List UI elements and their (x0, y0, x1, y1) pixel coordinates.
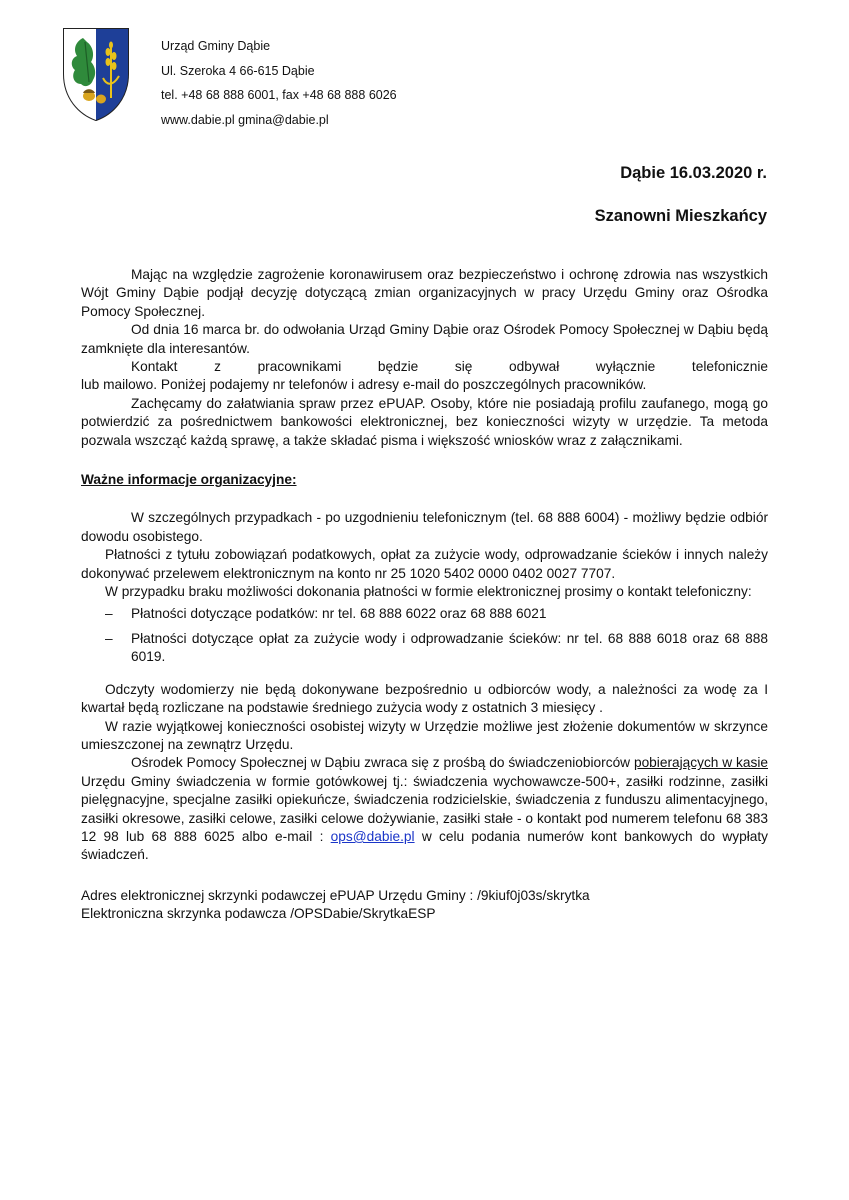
office-address: Ul. Szeroka 4 66-615 Dąbie (161, 63, 315, 78)
footer-epuap-address: Adres elektronicznej skrzynki podawczej ePUAP Urzędu Gminy : /9kiuf0j03s/skrytka (81, 887, 590, 903)
payment-contacts-list (81, 605, 768, 667)
info-document-box: W razie wyjątkowej konieczności osobistej wizyty w Urzędzie możliwe jest złożenie dokumentów w skrzynce umieszczonej na zewnątrz Urzędu. (81, 718, 768, 752)
office-web-email: www.dabie.pl gmina@dabie.pl (161, 112, 329, 127)
list-item: – Płatności dotyczące opłat za zużycie wody i odprowadzanie ścieków: nr tel. 68 888 6018 oraz 68 888 6019. (81, 630, 768, 667)
ops-text-end: w celu podania numerów kont bankowych do wypłaty świadczeń. (81, 828, 768, 863)
ops-text-body: Urzędu Gminy świadczenia w formie gotówkowej tj.: świadczenia wychowawcze-500+, zasiłki rodzinne, zasiłki pielęgnacyjne, specjalne zasiłki opiekuńcze, świadczenia rodzicielskie, świadczenia z funduszu alimentacyjnego, zasiłki okresowe, zasiłki celowe, zasiłki celowe dożywianie, zasiłki stałe - o kontakt pod numerem telefonu 68 383 12 98 lub 68 888 6025 albo e-mail : (81, 773, 768, 844)
paragraph-epuap: Zachęcamy do załatwiania spraw przez ePUAP. Osoby, które nie posiadają profilu zaufanego, mogą go potwierdzić za pośrednictwem bankowości elektronicznej, bez konieczności wizyty w urzędzie. Ta metoda pozwala wszcząć każdą sprawę, a także składać pisma i większość wniosków wraz z załącznikami. (81, 395, 768, 448)
header-contact (161, 34, 397, 132)
ops-email-link[interactable]: ops@dabie.pl (330, 828, 415, 844)
section-title: Ważne informacje organizacyjne: (81, 472, 297, 488)
letter-body (81, 266, 768, 924)
info-id-card: W szczególnych przypadkach - po uzgodnieniu telefonicznym (tel. 68 888 6004) - możliwy będzie odbiór dowodu osobistego. (81, 510, 768, 544)
info-contact-phone: W przypadku braku możliwości dokonania płatności w formie elektronicznej prosimy o kontakt telefoniczny: (105, 584, 752, 600)
office-phone-fax: tel. +48 68 888 6001, fax +48 68 888 6026 (161, 88, 397, 102)
crest-coat-of-arms-icon (61, 26, 131, 122)
paragraph-closure: Od dnia 16 marca br. do odwołania Urząd Gminy Dąbie oraz Ośrodek Pomocy Społecznej w Dąbiu będą zamknięte dla interesantów. (81, 322, 768, 356)
ops-text-underlined: pobierających w kasie (633, 755, 769, 771)
list-item: – Płatności dotyczące podatków: nr tel. 68 888 6022 oraz 68 888 6021 (81, 605, 768, 623)
info-payments: Płatności z tytułu zobowiązań podatkowych, opłat za zużycie wody, odprowadzanie ścieków i innych należy dokonywać przelewem elektronicznym na konto nr 25 1020 5402 0000 0402 0027 7707. (81, 547, 768, 581)
paragraph-contact-line2: lub mailowo. Poniżej podajemy nr telefonów i adresy e-mail do poszczególnych pracowników. (81, 377, 647, 393)
paragraph-intro: Mając na względzie zagrożenie koronawirusem oraz bezpieczeństwo i ochronę zdrowia nas wszystkich Wójt Gminy Dąbie podjął decyzję dotyczącą zmian organizacyjnych w pracy Urzędu Gminy oraz Ośrodka Pomocy Społecznej. (81, 267, 768, 319)
info-ops-benefits (81, 754, 768, 864)
ops-text-start: Ośrodek Pomocy Społecznej w Dąbiu zwraca się z prośbą do świadczeniobiorców (131, 755, 634, 771)
letter-date: Dąbie 16.03.2020 r. (620, 164, 767, 182)
paragraph-contact-line1: Kontakt z pracownikami będzie się odbywał wyłącznie telefonicznie (131, 359, 768, 375)
info-water-meters: Odczyty wodomierzy nie będą dokonywane bezpośrednio u odbiorców wody, a należności za wodę za I kwartał będą rozliczane na podstawie średniego zużycia wody z ostatnich 3 miesięcy . (81, 681, 768, 716)
office-name: Urząd Gminy Dąbie (161, 39, 271, 53)
footer-ops-box: Elektroniczna skrzynka podawcza /OPSDabie/SkrytkaESP (81, 906, 436, 922)
greeting: Szanowni Mieszkańcy (594, 207, 767, 225)
